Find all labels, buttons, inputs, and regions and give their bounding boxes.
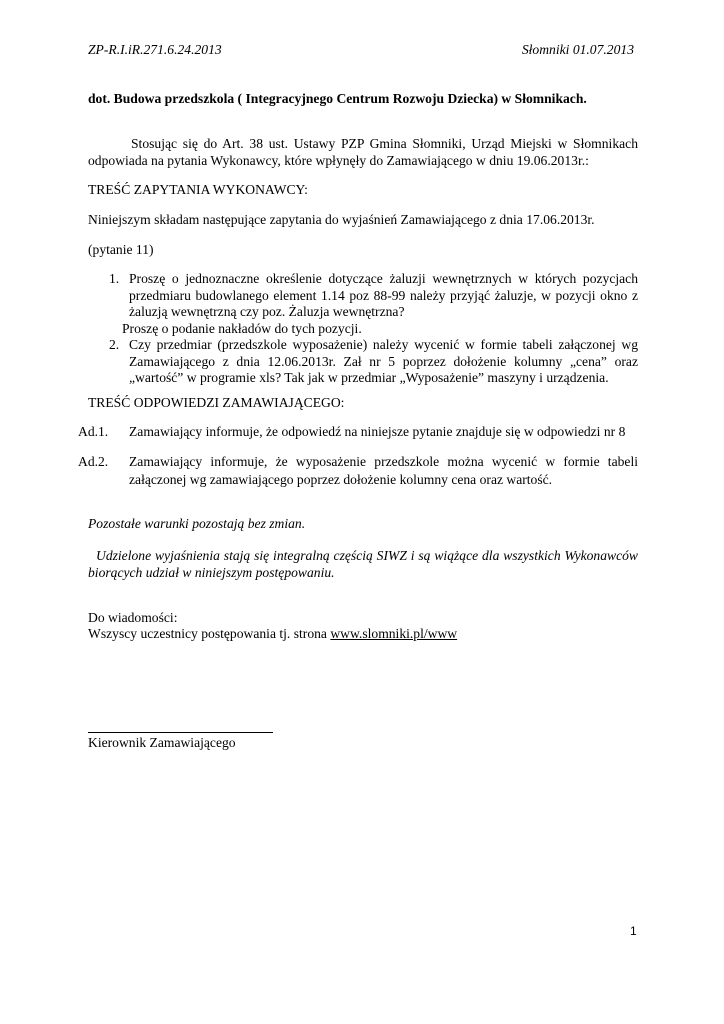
remark-binding: Udzielone wyjaśnienia stają się integralną częścią SIWZ i są wiążące dla wszystkich Wykonawców biorących udział w niniejszym postępowaniu. [88, 548, 638, 580]
list-item [88, 271, 638, 321]
question-list [88, 271, 638, 387]
remark-unchanged: Pozostałe warunki pozostają bez zmian. [88, 516, 306, 531]
answer-item [78, 453, 638, 489]
answer-item [78, 424, 638, 441]
answer-text: Zamawiający informuje, że odpowiedź na niniejsze pytanie znajduje się w odpowiedzi nr 8 [129, 424, 626, 439]
questions-intro: Niniejszym składam następujące zapytania do wyjaśnień Zamawiającego z dnia 17.06.2013r. [88, 212, 595, 227]
list-item [88, 337, 638, 387]
answer-label: Ad.1. [78, 424, 109, 439]
signature-line [88, 732, 273, 733]
list-item-number: 2. [109, 337, 120, 352]
recipients-text: Wszyscy uczestnicy postępowania tj. strona [88, 626, 327, 641]
website-link[interactable]: www.slomniki.pl/www [330, 626, 458, 641]
signature-title: Kierownik Zamawiającego [88, 735, 236, 750]
question-number: (pytanie 11) [88, 242, 154, 257]
page-number: 1 [630, 924, 637, 938]
list-item-text: Czy przedmiar (przedszkole wyposażenie) należy wycenić w formie tabeli załączonej wg Zamawiającego z dnia 12.06.2013r. Zał nr 5 poprzez dołożenie kolumny „cena” oraz „wartość” w programie xls? Tak jak w przedmiar „Wyposażenie” maszyny i urządzenia. [129, 337, 638, 385]
intro-paragraph: Stosując się do Art. 38 ust. Ustawy PZP Gmina Słomniki, Urząd Miejski w Słomnikach odpowiada na pytania Wykonawcy, które wpłynęły do Zamawiającego w dniu 19.06.2013r.: [88, 136, 638, 168]
list-item-text: Proszę o jednoznaczne określenie dotyczące żaluzji wewnętrznych w których pozycjach przedmiaru budowlanego element 1.14 poz 88-99 należy przyjąć żaluzje, w pozycji okno z żaluzją wewnętrzną czy poz. Żaluzja wewnętrzna? [129, 271, 638, 319]
document-subject: dot. Budowa przedszkola ( Integracyjnego Centrum Rozwoju Dziecka) w Słomnikach. [88, 91, 587, 106]
list-item-note: Proszę o podanie nakładów do tych pozycji. [122, 320, 362, 336]
questions-heading: TREŚĆ ZAPYTANIA WYKONAWCY: [88, 182, 308, 197]
distribution-heading: Do wiadomości: [88, 610, 178, 625]
answer-label: Ad.2. [78, 454, 109, 469]
list-item-number: 1. [109, 271, 120, 286]
place-and-date: Słomniki 01.07.2013 [521, 42, 634, 57]
answer-text: Zamawiający informuje, że wyposażenie przedszkole można wycenić w formie tabeli załączonej wg zamawiającego poprzez dołożenie kolumny cena oraz wartość. [129, 454, 638, 487]
document-reference: ZP-R.I.iR.271.6.24.2013 [88, 42, 222, 57]
distribution-recipients [88, 626, 457, 643]
answers-heading: TREŚĆ ODPOWIEDZI ZAMAWIAJĄCEGO: [88, 395, 345, 410]
